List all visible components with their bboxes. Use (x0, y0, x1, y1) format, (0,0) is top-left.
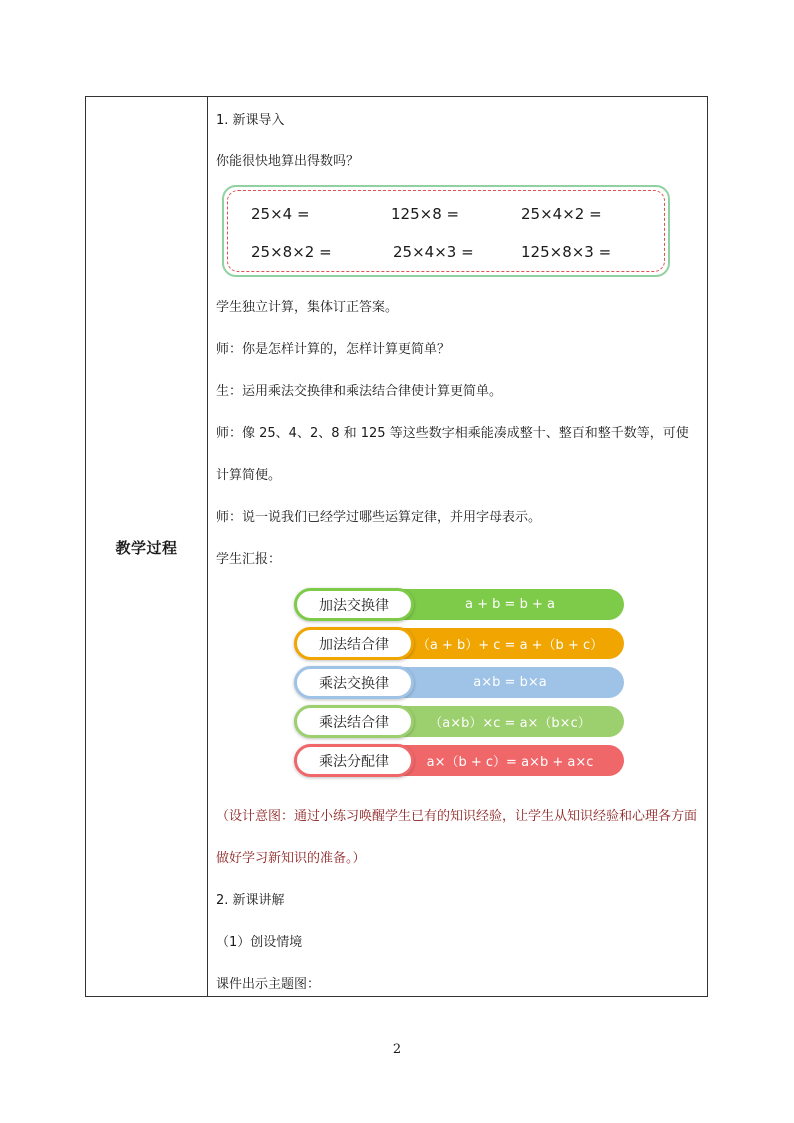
row-label: 教学过程 (115, 539, 178, 557)
calc-item: 125×8×3 = (521, 243, 612, 261)
question-text: 你能很快地算出得数吗？ (216, 154, 360, 169)
rule-item (294, 744, 626, 777)
paragraph: 师：说一说我们已经学过哪些运算定律，并用字母表示。 (216, 510, 542, 525)
rule-item (294, 705, 626, 738)
rule-formula: a×b = b×a (396, 667, 624, 698)
paragraph: 学生独立计算，集体订正答案。 (216, 300, 399, 315)
content-cell (216, 97, 701, 996)
page-number: 2 (392, 1042, 402, 1057)
calc-item: 25×4×3 = (393, 243, 474, 261)
section-title: 2. 新课讲解 (216, 893, 285, 908)
rule-formula: a×（b + c）= a×b + a×c (396, 745, 624, 776)
rule-name: 加法交换律 (294, 588, 414, 621)
calc-item: 25×8×2 = (251, 243, 332, 261)
rule-name: 乘法结合律 (294, 705, 414, 738)
rule-formula: （a + b）+ c = a +（b + c） (396, 628, 624, 659)
section-title: 1. 新课导入 (216, 113, 285, 128)
calculation-box (222, 185, 670, 277)
paragraph: 师：像 25、4、2、8 和 125 等这些数字相乘能凑成整十、整百和整千数等，可使计算简便。 (216, 426, 689, 483)
rule-name: 加法结合律 (294, 627, 414, 660)
rule-formula: （a×b）×c = a×（b×c） (396, 706, 624, 737)
calc-item: 25×4 = (251, 205, 310, 223)
calc-item: 25×4×2 = (521, 205, 602, 223)
rule-name: 乘法交换律 (294, 666, 414, 699)
rule-item (294, 666, 626, 699)
rule-item (294, 627, 626, 660)
subsection-title: （1）创设情境 (216, 935, 303, 950)
design-note: （设计意图：通过小练习唤醒学生已有的知识经验，让学生从知识经验和心理各方面做好学习新知识的准备。） (216, 809, 698, 866)
paragraph: 学生汇报： (216, 552, 282, 567)
rule-name: 乘法分配律 (294, 744, 414, 777)
column-divider (207, 97, 208, 996)
lesson-table (85, 96, 708, 997)
paragraph: 生：运用乘法交换律和乘法结合律使计算更简单。 (216, 384, 503, 399)
paragraph: 课件出示主题图： (216, 977, 321, 992)
rule-formula: a + b = b + a (396, 589, 624, 620)
calc-item: 125×8 = (391, 205, 460, 223)
paragraph: 师：你是怎样计算的，怎样计算更简单？ (216, 342, 451, 357)
rule-item (294, 588, 626, 621)
